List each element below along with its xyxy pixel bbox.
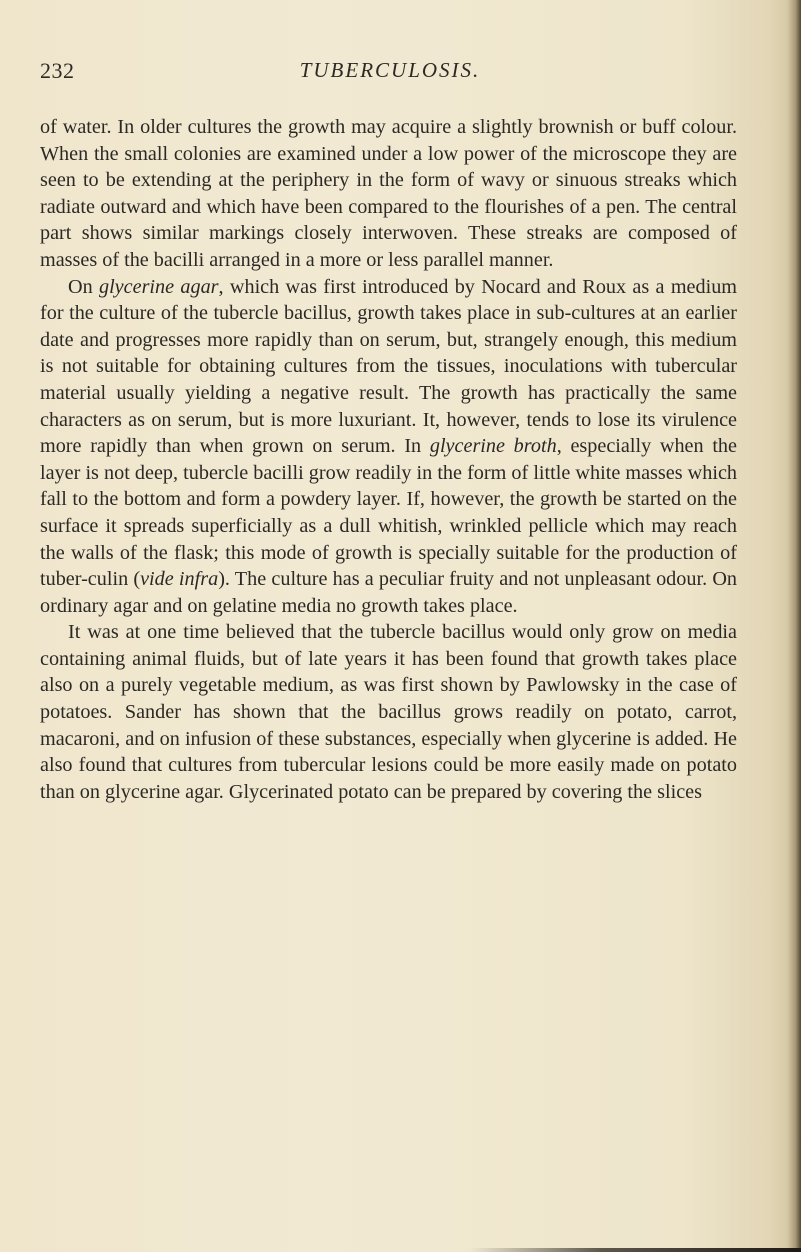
paragraph-1-text: of water. In older cultures the growth may acquire a slightly brownish or buff colour. When the small colonies are examined under a low power of the microscope they are seen to be extending at the periphery in the form of wavy or sinuous streaks which radiate outward and which have been compared to the flourishes of a pen. The central part shows similar markings closely interwoven. These streaks are composed of masses of the bacilli arranged in a more or less parallel manner. [40,116,737,271]
page-edge-shadow [787,0,801,1252]
term-vide-infra: vide infra [140,568,219,591]
paragraph-3 [40,619,737,805]
paragraph-1 [40,114,737,274]
paragraph-2-text-d: ). The culture has a peculiar fruity and not unpleasant odour. On ordinary agar and on gelatine media no growth takes place. [40,568,737,617]
page-number: 232 [40,58,75,83]
body-text [40,114,737,805]
page-bottom-edge [470,1248,801,1252]
paragraph-2-text-a: On [68,275,99,298]
paragraph-2-text-c: , especially when the layer is not deep, tubercle bacilli grow readily in the form of little white masses which fall to the bottom and form a powdery layer. If, however, the growth be started on the surface it spreads superficially as a dull whitish, wrinkled pellicle which may reach the walls of the flask; this mode of growth is specially suitable for the production of tuber-culin ( [40,435,737,591]
running-title: TUBERCULOSIS. [299,58,481,82]
paragraph-2-text-b: , which was first introduced by Nocard and Roux as a medium for the culture of the tubercle bacillus, growth takes place in sub-cultures at an earlier date and progresses more rapidly than on serum, but, strangely enough, this medium is not suitable for obtaining cultures from the tissues, inoculations with tubercular material usually yielding a negative result. The growth has practically the same characters as on serum, but is more luxuriant. It, however, tends to lose its virulence more rapidly than when grown on serum. In [40,275,737,458]
term-glycerine-agar: glycerine agar [98,275,219,298]
paragraph-3-text: It was at one time believed that the tubercle bacillus would only grow on media containing animal fluids, but of late years it has been found that growth takes place also on a purely vegetable medium, as was first shown by Pawlowsky in the case of potatoes. Sander has shown that the bacillus grows readily on potato, carrot, macaroni, and on infusion of these substances, especially when glycerine is added. He also found that cultures from tubercular lesions could be more easily made on potato than on glycerine agar. Glycerinated potato can be prepared by covering the slices [40,621,737,803]
term-glycerine-broth: glycerine broth [429,435,557,458]
page-header [40,58,740,88]
paragraph-2 [40,274,737,620]
